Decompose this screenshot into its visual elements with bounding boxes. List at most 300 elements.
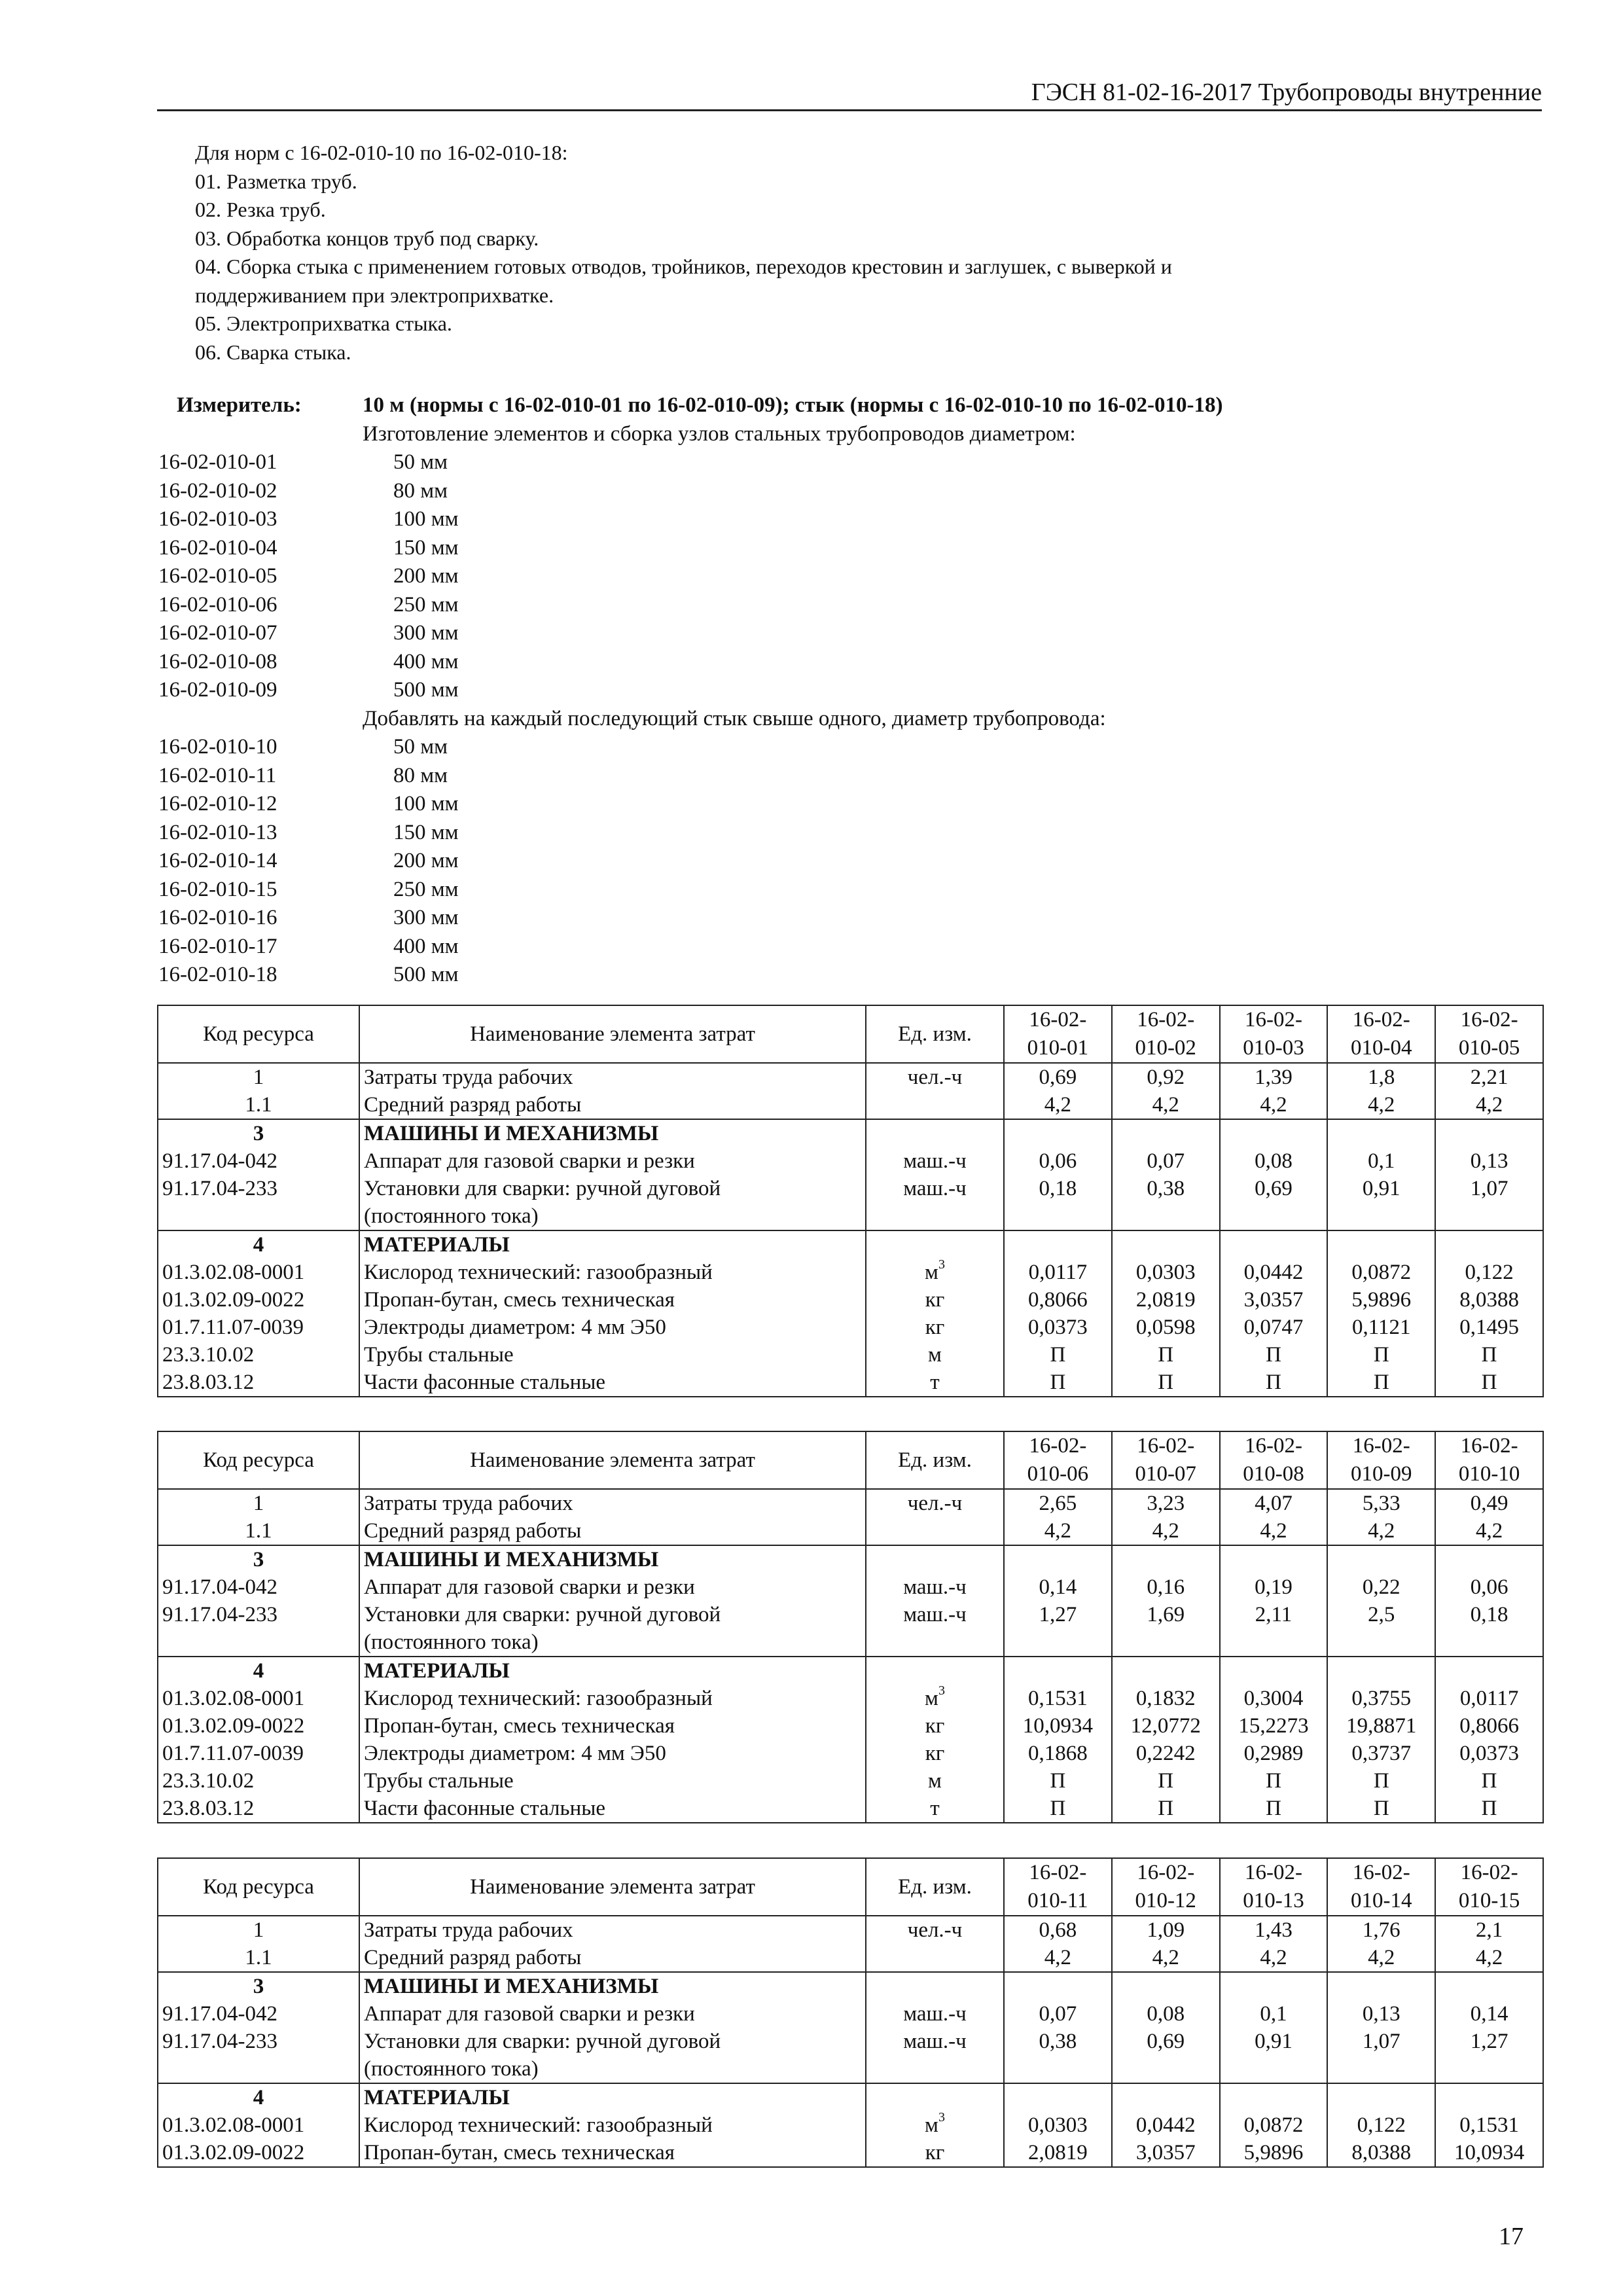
norm-value [1112,1972,1220,2000]
table-row [158,1517,1543,1545]
norm-code-row [158,847,1467,876]
norm-diameter: 100 мм [393,792,459,816]
norm-code: 16-02-010-11 [158,763,277,787]
meter-section [158,391,1467,990]
norm-value: П [1112,1369,1220,1397]
resource-unit [866,1573,1004,1601]
resource-unit [866,1601,1004,1628]
group2-title: Добавлять на каждый последующий стык свыше одного, диаметр трубопровода: [363,706,1106,730]
norm-value [1435,1230,1543,1259]
resource-code: 01.3.02.08-0001 [158,1259,359,1286]
norm-value: 0,91 [1220,2028,1328,2055]
resource-name: Установки для сварки: ручной дуговой [359,2028,866,2055]
norm-value [1220,1628,1328,1657]
intro-line: поддерживанием при электроприхватке. [195,283,554,307]
norm-code: 16-02-010-03 [158,507,277,531]
norm-value: 0,0442 [1220,1259,1328,1286]
norm-value: 1,27 [1435,2028,1543,2055]
table-row [158,1545,1543,1573]
norm-value [1004,1628,1112,1657]
unit-text: маш.-ч [903,1177,967,1200]
resource-code: 91.17.04-042 [158,1147,359,1175]
header-name: Наименование элемента затрат [359,1858,866,1916]
resource-name: Кислород технический: газообразный [359,1685,866,1712]
group2-list [158,733,1467,990]
table-group [158,1063,1543,1119]
norm-code-row [158,762,1467,791]
norm-value: 1,07 [1327,2028,1435,2055]
norm-code-row [158,676,1467,705]
norm-value: П [1112,1341,1220,1369]
resource-code: 23.3.10.02 [158,1767,359,1795]
table-row [158,1489,1543,1517]
resource-code: 1.1 [158,1091,359,1119]
norm-value: 1,76 [1327,1916,1435,1944]
norm-value [1435,1545,1543,1573]
norm-value: 0,2989 [1220,1740,1328,1767]
norm-value [1327,1119,1435,1147]
norm-code-row [158,790,1467,819]
header-norm-prefix: 16-02- [1352,1008,1410,1031]
norm-value: 0,3737 [1327,1740,1435,1767]
header-norm-suffix: 010-01 [1027,1036,1089,1060]
header-norm-prefix: 16-02- [1245,1861,1302,1884]
resource-code: 1.1 [158,1944,359,1972]
norm-diameter: 300 мм [393,906,459,929]
norm-value: 0,08 [1220,1147,1328,1175]
norm-value: 19,8871 [1327,1712,1435,1740]
norm-code-row [158,648,1467,677]
norm-value: 0,0598 [1112,1314,1220,1341]
unit-text: маш.-ч [903,1603,967,1626]
norm-value [1112,1119,1220,1147]
norm-value: 0,91 [1327,1175,1435,1202]
table-group [158,1972,1543,2083]
page-number: 17 [1499,2223,1524,2250]
table-row [158,2111,1543,2139]
norm-value: 0,14 [1004,1573,1112,1601]
header-norm-prefix: 16-02- [1029,1434,1087,1458]
resource-code [158,1628,359,1657]
norm-value: 0,68 [1004,1916,1112,1944]
resource-code: 91.17.04-042 [158,1573,359,1601]
norm-value: 0,0117 [1435,1685,1543,1712]
resource-name: Пропан-бутан, смесь техническая [359,2139,866,2167]
resource-unit [866,1259,1004,1286]
resource-unit [866,1517,1004,1545]
norm-value: 1,27 [1004,1601,1112,1628]
resource-code: 3 [158,1972,359,2000]
unit-text: кг [925,1742,945,1765]
norm-value: 0,06 [1004,1147,1112,1175]
header-norm-prefix: 16-02- [1352,1434,1410,1458]
norm-diameter: 500 мм [393,678,459,702]
norm-value: 4,2 [1220,1517,1328,1545]
norm-diameter: 250 мм [393,592,459,617]
resource-unit [866,1972,1004,2000]
norm-value [1112,1230,1220,1259]
norm-value: 1,07 [1435,1175,1543,1202]
header-unit: Ед. изм. [866,1431,1004,1489]
header-code: Код ресурса [158,1005,359,1063]
norm-value [1112,1545,1220,1573]
header-norm-suffix: 010-10 [1458,1462,1520,1486]
resource-code: 3 [158,1119,359,1147]
resource-code: 1 [158,1489,359,1517]
norm-diameter: 150 мм [393,535,459,560]
norm-value: 0,0117 [1004,1259,1112,1286]
norm-value: 0,0373 [1004,1314,1112,1341]
norm-value [1112,1657,1220,1685]
meter-value: 10 м (нормы с 16-02-010-01 по 16-02-010-09); стык (нормы с 16-02-010-10 по 16-02-010-18) [363,393,1223,417]
resource-code: 01.3.02.09-0022 [158,1286,359,1314]
header-norm-suffix: 010-04 [1351,1036,1412,1060]
header-norm-column [1112,1431,1220,1489]
norm-value: 3,0357 [1220,1286,1328,1314]
unit-text: м [925,2113,938,2137]
norm-value: 4,2 [1004,1944,1112,1972]
norm-value: 4,2 [1435,1944,1543,1972]
norm-value [1004,1119,1112,1147]
norm-value: 4,2 [1112,1517,1220,1545]
table-row [158,1972,1543,2000]
unit-text: м [925,1687,938,1710]
intro-line: 04. Сборка стыка с применением готовых отводов, тройников, переходов крестовин и заглушек, с выверкой и [195,255,1172,278]
table-header-row [158,1431,1543,1489]
resource-unit [866,1767,1004,1795]
resource-unit [866,1091,1004,1119]
header-norm-suffix: 010-13 [1243,1889,1304,1912]
table-row [158,1685,1543,1712]
norm-code: 16-02-010-06 [158,592,277,617]
norm-value [1327,1628,1435,1657]
table-row [158,1601,1543,1628]
resource-name: (постоянного тока) [359,1628,866,1657]
unit-text: чел.-ч [907,1492,963,1515]
norm-code-row [158,876,1467,905]
resource-name: МАТЕРИАЛЫ [359,2083,866,2111]
norm-value: 4,07 [1220,1489,1328,1517]
header-norm-column [1220,1005,1328,1063]
norm-value: 0,69 [1004,1063,1112,1091]
resource-code: 23.3.10.02 [158,1341,359,1369]
norm-value [1435,1119,1543,1147]
table-row [158,1657,1543,1685]
norm-value [1220,2055,1328,2083]
header-name: Наименование элемента затрат [359,1005,866,1063]
norm-value: 10,0934 [1004,1712,1112,1740]
norm-value: 0,1121 [1327,1314,1435,1341]
norm-diameter: 200 мм [393,564,459,588]
norm-code: 16-02-010-18 [158,963,277,986]
norm-code-row [158,933,1467,961]
header-norm-suffix: 010-15 [1458,1889,1520,1912]
norm-value [1435,1972,1543,2000]
resource-code: 01.3.02.08-0001 [158,1685,359,1712]
norm-value [1004,1545,1112,1573]
resource-unit [866,2111,1004,2139]
resource-unit [866,1740,1004,1767]
resource-unit [866,1230,1004,1259]
unit-text: чел.-ч [907,1066,963,1089]
norm-code-row [158,819,1467,848]
norm-value [1112,2083,1220,2111]
norm-value [1327,2055,1435,2083]
resource-code: 01.3.02.08-0001 [158,2111,359,2139]
resource-code: 4 [158,1657,359,1685]
table-row [158,1740,1543,1767]
intro-line: 01. Разметка труб. [195,169,357,193]
header-norm-suffix: 010-07 [1135,1462,1196,1486]
norm-value: 0,122 [1435,1259,1543,1286]
norm-value [1327,1202,1435,1230]
norm-value [1435,2055,1543,2083]
norm-value [1435,1657,1543,1685]
norm-value [1220,1119,1328,1147]
unit-exponent: 3 [938,2111,945,2125]
resource-name: Установки для сварки: ручной дуговой [359,1175,866,1202]
table-row [158,2055,1543,2083]
norm-table-2 [157,1431,1544,1823]
norm-value [1220,1202,1328,1230]
unit-text: кг [925,1316,945,1339]
header-norm-suffix: 010-02 [1135,1036,1196,1060]
unit-text: маш.-ч [903,2030,967,2053]
table-row [158,1259,1543,1286]
unit-text: м [928,1769,942,1793]
norm-value: П [1004,1341,1112,1369]
header-norm-column [1435,1431,1543,1489]
norm-value: П [1220,1767,1328,1795]
resource-name: Электроды диаметром: 4 мм Э50 [359,1740,866,1767]
norm-value: 4,2 [1220,1091,1328,1119]
norm-value: 0,0747 [1220,1314,1328,1341]
header-norm-suffix: 010-11 [1027,1889,1088,1912]
meter-row [158,391,1467,420]
norm-code: 16-02-010-08 [158,649,277,673]
norm-value: 0,14 [1435,2000,1543,2028]
norm-value: 2,11 [1220,1601,1328,1628]
norm-code: 16-02-010-16 [158,906,277,929]
norm-value: П [1435,1369,1543,1397]
resource-unit [866,2028,1004,2055]
resource-unit [866,1712,1004,1740]
unit-text: т [930,1371,940,1394]
resource-code: 91.17.04-233 [158,2028,359,2055]
header-norm-prefix: 16-02- [1245,1008,1302,1031]
header-norm-suffix: 010-03 [1243,1036,1304,1060]
norm-value: 0,122 [1327,2111,1435,2139]
norm-code-row [158,591,1467,620]
resource-unit [866,1795,1004,1823]
norm-value: 8,0388 [1327,2139,1435,2167]
norm-value: П [1220,1369,1328,1397]
unit-text: т [930,1797,940,1820]
resource-name: Аппарат для газовой сварки и резки [359,2000,866,2028]
norm-value: П [1004,1795,1112,1823]
resource-name: Затраты труда рабочих [359,1063,866,1091]
resource-name: Аппарат для газовой сварки и резки [359,1573,866,1601]
norm-value [1220,1230,1328,1259]
norm-code: 16-02-010-15 [158,877,277,901]
norm-value: 0,1 [1220,2000,1328,2028]
resource-code [158,2055,359,2083]
norm-value: 0,19 [1220,1573,1328,1601]
norm-value: 5,33 [1327,1489,1435,1517]
norm-value [1220,2083,1328,2111]
resource-name: Средний разряд работы [359,1944,866,1972]
resource-unit [866,1119,1004,1147]
norm-value: П [1112,1795,1220,1823]
norm-value: 2,0819 [1004,2139,1112,2167]
unit-text: кг [925,1714,945,1738]
norm-value: 0,49 [1435,1489,1543,1517]
header-norm-prefix: 16-02- [1245,1434,1302,1458]
norm-code-row [158,733,1467,762]
resource-unit [866,1147,1004,1175]
unit-text: маш.-ч [903,2002,967,2026]
header-unit: Ед. изм. [866,1858,1004,1916]
norm-value [1327,2083,1435,2111]
table-row [158,1091,1543,1119]
header-norm-column [1220,1431,1328,1489]
norm-value: 0,18 [1435,1601,1543,1628]
norm-value: 0,1531 [1004,1685,1112,1712]
norm-table-1 [157,1005,1544,1397]
norm-value [1220,1972,1328,2000]
norm-value [1004,1202,1112,1230]
header-norm-prefix: 16-02- [1460,1434,1518,1458]
intro-line: 06. Сварка стыка. [195,340,351,364]
unit-text: чел.-ч [907,1918,963,1942]
resource-code: 91.17.04-233 [158,1175,359,1202]
norm-value [1112,1202,1220,1230]
table-row [158,1795,1543,1823]
resource-name: Электроды диаметром: 4 мм Э50 [359,1314,866,1341]
header-norm-suffix: 010-08 [1243,1462,1304,1486]
resource-name: Аппарат для газовой сварки и резки [359,1147,866,1175]
resource-unit [866,1314,1004,1341]
resource-name: (постоянного тока) [359,2055,866,2083]
norm-diameter: 200 мм [393,849,459,872]
norm-value: П [1220,1341,1328,1369]
norm-code: 16-02-010-12 [158,792,277,816]
intro-line: Для норм с 16-02-010-10 по 16-02-010-18: [195,141,568,164]
norm-value: 2,21 [1435,1063,1543,1091]
norm-value: 0,07 [1112,1147,1220,1175]
resource-unit [866,1545,1004,1573]
norm-diameter: 400 мм [393,934,459,958]
header-norm-column [1327,1858,1435,1916]
resource-code: 1 [158,1063,359,1091]
norm-value: П [1327,1767,1435,1795]
table-row [158,2028,1543,2055]
norm-value: 0,07 [1004,2000,1112,2028]
resource-name: Трубы стальные [359,1341,866,1369]
norm-value: П [1327,1795,1435,1823]
header-norm-suffix: 010-14 [1351,1889,1412,1912]
table-row [158,1944,1543,1972]
norm-value [1004,1972,1112,2000]
table-group [158,1119,1543,1230]
norm-value: 1,8 [1327,1063,1435,1091]
norm-code: 16-02-010-09 [158,678,277,702]
table-row [158,1063,1543,1091]
header-norm-column [1004,1858,1112,1916]
norm-value: 0,1495 [1435,1314,1543,1341]
norm-diameter: 80 мм [393,478,448,503]
norm-value [1112,1628,1220,1657]
resource-code: 4 [158,2083,359,2111]
resource-name: Затраты труда рабочих [359,1916,866,1944]
norm-value: 3,23 [1112,1489,1220,1517]
resource-unit [866,1286,1004,1314]
unit-text: м [925,1261,938,1284]
table-row [158,1767,1543,1795]
table-group [158,1916,1543,1972]
resource-code: 23.8.03.12 [158,1795,359,1823]
norm-value: 0,8066 [1004,1286,1112,1314]
header-norm-prefix: 16-02- [1137,1008,1195,1031]
resource-unit [866,2083,1004,2111]
table-header-row [158,1005,1543,1063]
norm-diameter: 250 мм [393,877,459,901]
norm-diameter: 50 мм [393,735,448,759]
norm-value: 0,2242 [1112,1740,1220,1767]
norm-value: 5,9896 [1327,1286,1435,1314]
norm-value: 1,43 [1220,1916,1328,1944]
norm-value: 4,2 [1327,1944,1435,1972]
norm-value: 4,2 [1004,1091,1112,1119]
norm-code: 16-02-010-14 [158,849,277,872]
resource-name: Части фасонные стальные [359,1369,866,1397]
table-row [158,1119,1543,1147]
norm-value: 2,0819 [1112,1286,1220,1314]
table-group [158,1545,1543,1657]
norm-value: 1,09 [1112,1916,1220,1944]
norm-code-row [158,904,1467,933]
norm-diameter: 500 мм [393,963,459,986]
norm-diameter: 300 мм [393,621,459,645]
resource-name: МАШИНЫ И МЕХАНИЗМЫ [359,1119,866,1147]
resource-code: 01.3.02.09-0022 [158,2139,359,2167]
norm-value: 8,0388 [1435,1286,1543,1314]
header-norm-column [1435,1005,1543,1063]
resource-name: МАТЕРИАЛЫ [359,1657,866,1685]
norm-value: 0,69 [1220,1175,1328,1202]
norm-value: 4,2 [1327,1517,1435,1545]
resource-unit [866,1489,1004,1517]
resource-name: Установки для сварки: ручной дуговой [359,1601,866,1628]
unit-exponent: 3 [938,1259,945,1272]
unit-text: кг [925,1288,945,1312]
norm-value: 3,0357 [1112,2139,1220,2167]
norm-value: 0,22 [1327,1573,1435,1601]
norm-table-3 [157,1857,1544,2168]
table-row [158,1628,1543,1657]
header-norm-prefix: 16-02- [1029,1861,1087,1884]
norm-code: 16-02-010-04 [158,535,277,560]
resource-unit [866,1944,1004,1972]
header-norm-column [1004,1005,1112,1063]
norm-diameter: 150 мм [393,820,459,844]
norm-value [1435,1628,1543,1657]
norm-value: 4,2 [1327,1091,1435,1119]
header-norm-prefix: 16-02- [1352,1861,1410,1884]
norm-value: 5,9896 [1220,2139,1328,2167]
header-norm-column [1435,1858,1543,1916]
header-norm-suffix: 010-05 [1458,1036,1520,1060]
